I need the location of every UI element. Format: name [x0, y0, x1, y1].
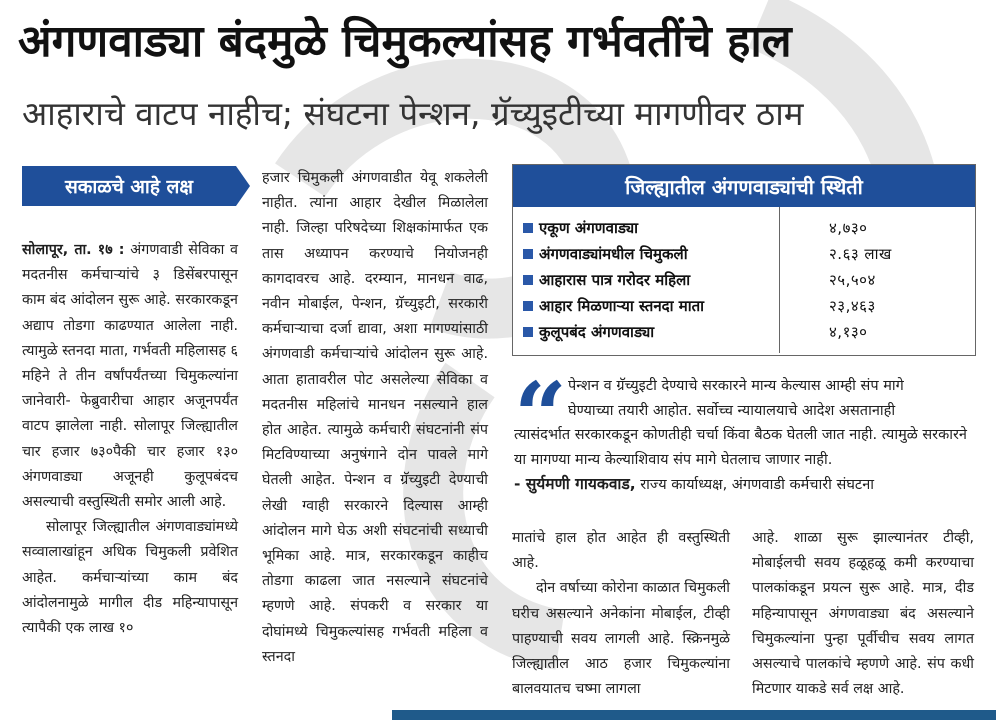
stat-label: एकूण अंगणवाड्या	[539, 219, 639, 237]
col4-para1: आहे. शाळा सुरू झाल्यानंतर टीव्ही, मोबाईलची सवय हळूहळू कमी करण्याचा पालकांकडून प्रयत्न सुरू आहे. मात्र, दीड महिन्यापासून अंगणवाड्या बंद असल्याने चिमुकल्यांना पुन्हा पूर्वीचीच सवय लागत असल्याचे पालकांचे म्हणणे आहे. संप कधी मिटणार याकडे सर्व लक्ष आहे.	[752, 530, 974, 698]
stats-title: जिल्ह्यातील अंगणवाड्यांची स्थिती	[513, 165, 975, 207]
stat-label: कुलूपबंद अंगणवाड्या	[539, 323, 655, 341]
section-label: सकाळचे आहे लक्ष	[22, 166, 236, 206]
stat-value: २.६३ लाख	[829, 245, 892, 263]
bullet-square-icon	[523, 275, 533, 285]
subheadline: आहाराचे वाटप नाहीच; संघटना पेन्शन, ग्रॅच्युइटीच्या मागणीवर ठाम	[22, 94, 804, 133]
headline: अंगणवाड्या बंदमुळे चिमुकल्यांसह गर्भवतींचे हाल	[18, 16, 792, 67]
dateline: सोलापूर, ता. १७ :	[22, 242, 125, 258]
bottom-rule	[392, 710, 996, 720]
article-column-2	[262, 166, 488, 670]
col3-para1: मातांचे हाल होत आहेत ही वस्तुस्थिती आहे.	[512, 530, 730, 572]
stats-rows	[513, 207, 975, 345]
stats-row	[513, 293, 975, 319]
stat-value: २५,५०४	[829, 271, 876, 289]
stats-row	[513, 215, 975, 241]
bullet-square-icon	[523, 327, 533, 337]
stat-label: अंगणवाड्यांमधील चिमुकली	[539, 245, 688, 263]
quote-rest: त्यासंदर्भात सरकारकडून कोणतीही चर्चा किंवा बैठक घेतली जात नाही. त्यामुळे सरकारने या मागण्या मान्य केल्याशिवाय संप मागे घेतलाच जाणार नाही.	[514, 427, 967, 468]
bullet-square-icon	[523, 249, 533, 259]
quote-line-2: घेण्याच्या तयारी आहोत. सर्वोच्च न्यायालयाचे आदेश असतानाही	[568, 402, 896, 419]
col2-para1: हजार चिमुकली अंगणवाडीत येवू शकलेली नाहीत. त्यांना आहार देखील मिळालेला नाही. जिल्हा परिषदेच्या शिक्षकांमार्फत एक तास अध्यापन करण्याचे नियोजनही कागदावरच आहे. दरम्यान, मानधन वाढ, नवीन मोबाईल, पेन्शन, ग्रॅच्युइटी, सरकारी कर्मचाऱ्याचा दर्जा द्यावा, अशा मागण्यांसाठी अंगणवाडी कर्मचाऱ्यांचे आंदोलन सुरू आहे. आता हातावरील पोट असलेल्या सेविका व मदतनीस महिलांचे मानधन नसल्याने हाल होत आहेत. त्यामुळे कर्मचारी संघटनांनी संप मिटविण्याच्या अनुषंगाने दोन पावले मागे घेतली आहेत. पेन्शन व ग्रॅच्युइटी देण्याची लेखी ग्वाही सरकारने दिल्यास आम्ही आंदोलन मागे घेऊ अशी संघटनांची सध्याची भूमिका आहे. मात्र, सरकारकडून काहीच तोडगा काढला जात नसल्याने संघटनांचे म्हणणे आहे. संपकरी व सरकार या दोघांमध्ये चिमुकल्यांसह गर्भवती महिला व स्तनदा	[262, 170, 488, 665]
article-column-4	[752, 526, 974, 702]
quote-author	[514, 472, 974, 498]
bullet-square-icon	[523, 301, 533, 311]
bullet-square-icon	[523, 223, 533, 233]
col3-para2: दोन वर्षाच्या कोरोना काळात चिमुकली घरीच असल्याने अनेकांना मोबाईल, टीव्ही पाहण्याची सवय लागली आहे. स्क्रिनमुळे जिल्ह्यातील आठ हजार चिमुकल्यांना बालवयातच चष्मा लागला	[512, 580, 730, 698]
col1-para1: सोलापूर, ता. १७ : अंगणवाडी सेविका व मदतनीस कर्मचाऱ्यांचे ३ डिसेंबरपासून काम बंद आंदोलन सुरू आहे. सरकारकडून अद्याप तोडगा काढण्यात आलेला नाही. त्यामुळे स्तनदा माता, गर्भवती महिलासह ६ महिने ते तीन वर्षांपर्यंतच्या चिमुकल्यांना जानेवारी- फेब्रुवारीचा आहार अजूनपर्यंत वाटप झालेला नाही. सोलापूर जिल्ह्यातील चार हजार ७३०पैकी चार हजार १३० अंगणवाड्या अजूनही कुलूपबंदच असल्याची वस्तुस्थिती समोर आली आहे.	[22, 242, 238, 511]
pull-quote	[514, 374, 974, 498]
quote-author-title: राज्य कार्याध्यक्ष, अंगणवाडी कर्मचारी संघटना	[640, 477, 874, 493]
stats-row	[513, 267, 975, 293]
quote-author-name: - सुर्यमणी गायकवाड,	[514, 475, 636, 493]
article-column-3	[512, 526, 730, 702]
stats-table	[512, 164, 976, 356]
stats-row	[513, 319, 975, 345]
col1-para2: सोलापूर जिल्ह्यातील अंगणवाड्यांमध्ये सव्वालाखांहून अधिक चिमुकली प्रवेशित आहेत. कर्मचाऱ्यांच्या काम बंद आंदोलनामुळे मागील दीड महिन्यापासून त्यापैकी एक लाख १०	[22, 519, 238, 637]
article-column-1	[22, 238, 238, 641]
stats-row	[513, 241, 975, 267]
stat-label: आहारास पात्र गरोदर महिला	[539, 271, 691, 289]
stat-value: ४,१३०	[829, 323, 868, 341]
stat-value: २३,४६३	[829, 297, 876, 315]
quote-mark-icon: “	[514, 362, 567, 470]
stat-label: आहार मिळणाऱ्या स्तनदा माता	[539, 297, 705, 315]
quote-line-1: पेन्शन व ग्रॅच्युइटी देण्याचे सरकारने मान्य केल्यास आम्ही संप मागे	[568, 378, 904, 394]
stat-value: ४,७३०	[829, 219, 868, 237]
